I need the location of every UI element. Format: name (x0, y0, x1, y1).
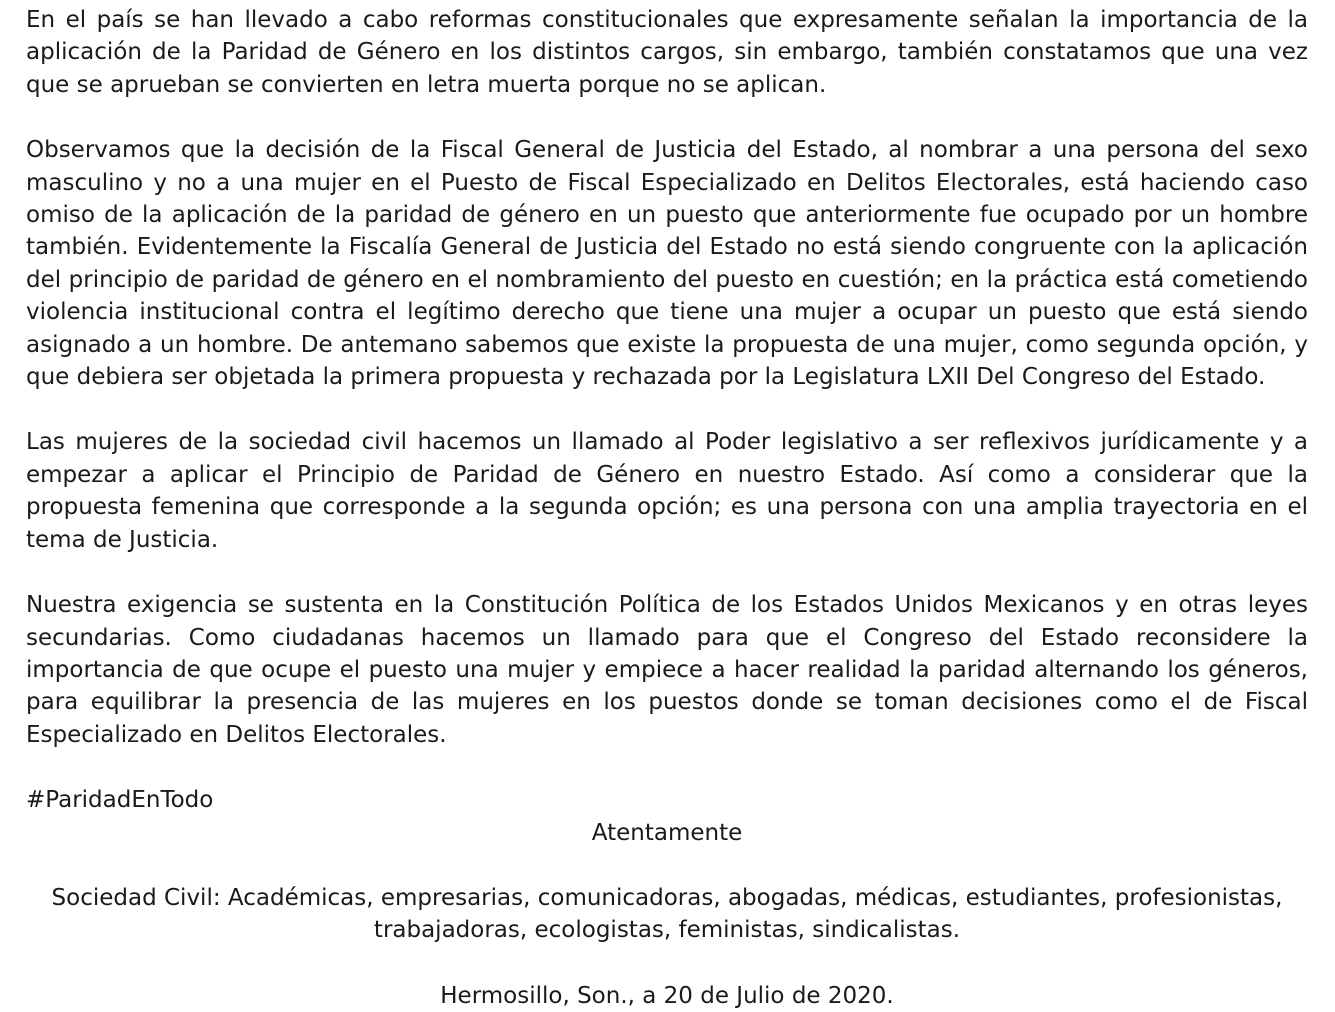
signers-line-1: Sociedad Civil: Académicas, empresarias, comunicadoras, abogadas, médicas, estudiantes, profesionistas, (51, 884, 1283, 911)
place-date: Hermosillo, Son., a 20 de Julio de 2020. (440, 982, 894, 1009)
hashtag: #ParidadEnTodo (26, 787, 214, 814)
document-body (26, 4, 1308, 1012)
paragraph-llamado: Las mujeres de la sociedad civil hacemos un llamado al Poder legislativo a ser reflexivos jurídicamente y a empezar a aplicar el Principio de Paridad de Género en nuestro Estado. Así como a considerar que la propuesta femenina que corresponde a la segunda opción; es una persona con una amplia trayectoria en el tema de Justicia. (26, 429, 1308, 553)
paragraph-observamos: Observamos que la decisión de la Fiscal General de Justicia del Estado, al nombrar a una persona del sexo masculino y no a una mujer en el Puesto de Fiscal Especializado en Delitos Electorales, está haciendo caso omiso de la aplicación de la paridad de género en un puesto que anteriormente fue ocupado por un hombre también. Evidentemente la Fiscalía General de Justicia del Estado no está siendo congruente con la aplicación del principio de paridad de género en el nombramiento del puesto en cuestión; en la práctica está cometiendo violencia institucional contra el legítimo derecho que tiene una mujer a ocupar un puesto que está siendo asignado a un hombre. De antemano sabemos que existe la propuesta de una mujer, como segunda opción, y que debiera ser objetada la primera propuesta y rechazada por la Legislatura LXII Del Congreso del Estado. (26, 137, 1308, 391)
closing-salutation: Atentamente (591, 819, 743, 846)
signers-block (26, 882, 1308, 947)
paragraph-reformas: En el país se han llevado a cabo reformas constitucionales que expresamente señalan la importancia de la aplicación de la Paridad de Género en los distintos cargos, sin embargo, también constatamos que una vez que se aprueban se convierten en letra muerta porque no se aplican. (26, 7, 1308, 98)
signers-line-2: trabajadoras, ecologistas, feministas, sindicalistas. (373, 917, 961, 944)
paragraph-exigencia: Nuestra exigencia se sustenta en la Constitución Política de los Estados Unidos Mexicanos y en otras leyes secundarias. Como ciudadanas hacemos un llamado para que el Congreso del Estado reconsidere la importancia de que ocupe el puesto una mujer y empiece a hacer realidad la paridad alternando los géneros, para equilibrar la presencia de las mujeres en los puestos donde se toman decisiones como el de Fiscal Especializado en Delitos Electorales. (26, 592, 1308, 748)
